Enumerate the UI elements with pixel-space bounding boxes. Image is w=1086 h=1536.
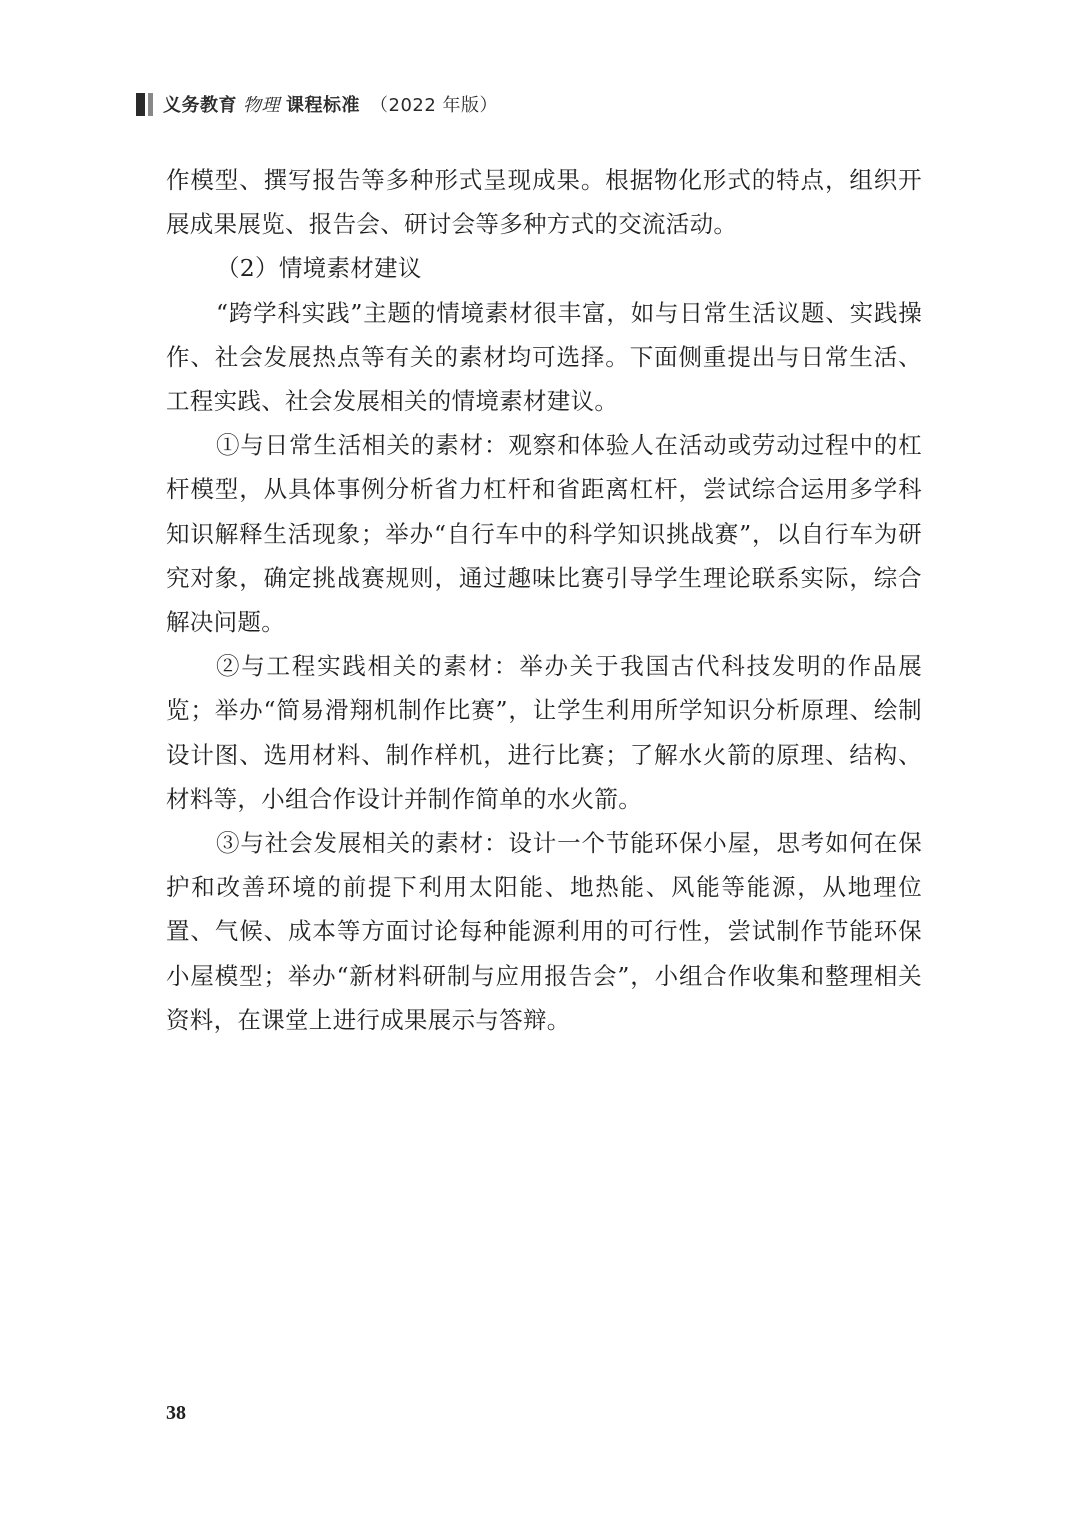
paragraph-continuation: 作模型、撰写报告等多种形式呈现成果。根据物化形式的特点，组织开展成果展览、报告会、研讨会等多种方式的交流活动。 — [166, 166, 922, 239]
section-heading: （2）情境素材建议 — [216, 254, 422, 283]
running-header — [136, 89, 498, 119]
header-bar-light — [148, 93, 153, 116]
header-title — [163, 91, 498, 117]
paragraph-engineering: ②与工程实践相关的素材：举办关于我国古代科技发明的作品展览；举办“简易滑翔机制作比赛”，让学生利用所学知识分析原理、绘制设计图、选用材料、制作样机，进行比赛；了解水火箭的原理、结构、材料等，小组合作设计并制作简单的水火箭。 — [166, 652, 922, 813]
header-edition: （2022 年版） — [370, 95, 499, 116]
page-number: 38 — [166, 1402, 186, 1424]
header-bar-dark — [136, 93, 145, 116]
paragraph-daily-life: ①与日常生活相关的素材：观察和体验人在活动或劳动过程中的杠杆模型，从具体事例分析省力杠杆和省距离杠杆，尝试综合运用多学科知识解释生活现象；举办“自行车中的科学知识挑战赛”，以自行车为研究对象，确定挑战赛规则，通过趣味比赛引导学生理论联系实际，综合解决问题。 — [166, 431, 922, 637]
paragraph-social-development: ③与社会发展相关的素材：设计一个节能环保小屋，思考如何在保护和改善环境的前提下利用太阳能、地热能、风能等能源，从地理位置、气候、成本等方面讨论每种能源利用的可行性，尝试制作节能环保小屋模型；举办“新材料研制与应用报告会”，小组合作收集和整理相关资料，在课堂上进行成果展示与答辩。 — [166, 829, 922, 1034]
header-bar-marks — [136, 93, 153, 116]
header-title-suffix: 课程标准 — [286, 95, 360, 116]
paragraph-intro: “跨学科实践”主题的情境素材很丰富，如与日常生活议题、实践操作、社会发展热点等有关的素材均可选择。下面侧重提出与日常生活、工程实践、社会发展相关的情境素材建议。 — [166, 298, 922, 416]
header-subject: 物理 — [243, 95, 280, 116]
header-title-prefix: 义务教育 — [163, 95, 237, 116]
body-text — [166, 158, 922, 1042]
